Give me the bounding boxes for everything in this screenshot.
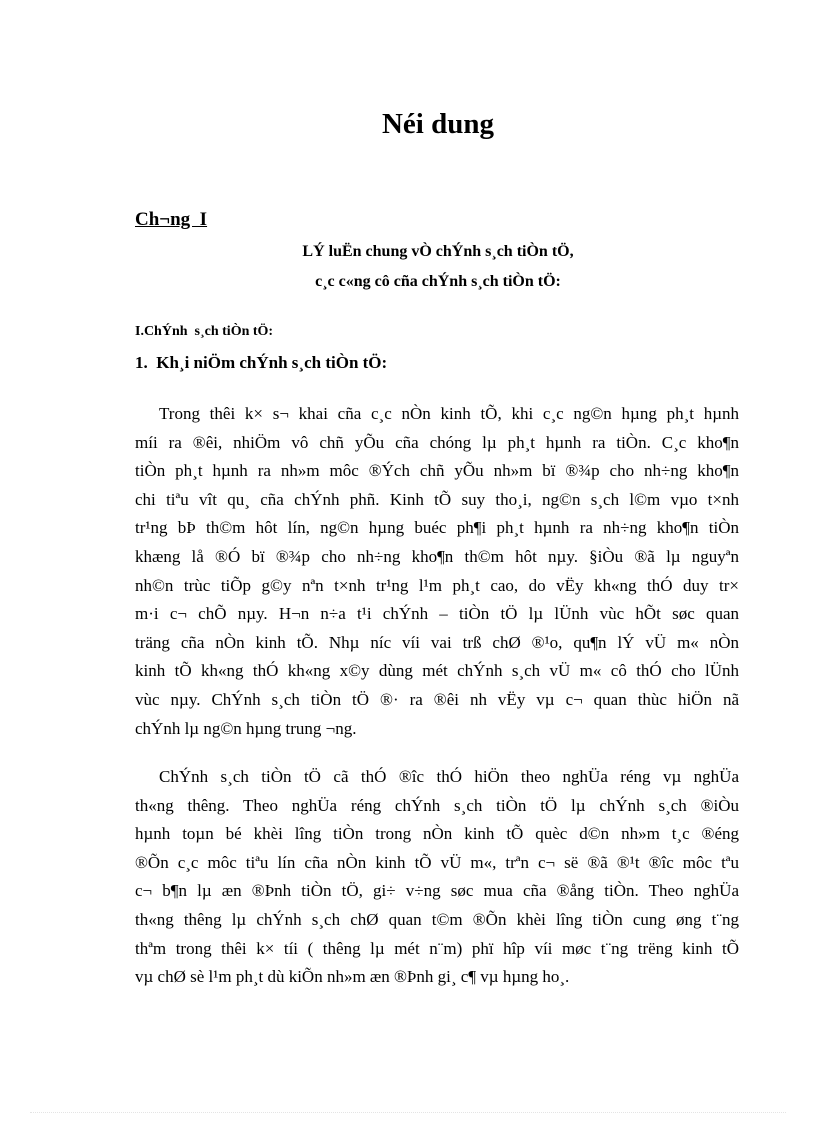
paragraph-line: kinh tÕ kh«ng thÓ kh«ng x©y dùng mét chÝnh s¸ch vÜ m« cô thÓ cho lÜnh	[135, 661, 739, 681]
paragraph-line: ChÝnh s¸ch tiÒn tÖ cã thÓ ®îc thÓ hiÖn theo nghÜa réng vµ nghÜa	[159, 767, 739, 786]
paragraph-line: vµ chØ sè l¹m ph¸t dù kiÕn nh»m æn ®Þnh gi¸ c¶ vµ hµng ho¸.	[135, 967, 570, 987]
paragraph-line: ®Õn c¸c môc tiªu lín cña nÒn kinh tÕ vÜ m«, trªn c¬ së ®ã ®¹t ®îc môc tªu	[135, 852, 739, 872]
paragraph-line: tiÒn ph¸t hµnh ra nh»m môc ®Ých chñ yÕu nh»m bï ®¾p cho nh÷ng kho¶n	[135, 461, 739, 481]
paragraph-line: chi tiªu vît qu¸ cña chÝnh phñ. Kinh tÕ suy tho¸i, ng©n s¸ch l©m vµo t×nh	[135, 489, 739, 509]
paragraph-line: träng cña nÒn kinh tÕ. Nhµ níc víi vai trß chØ ®¹o, qu¶n lÝ vÜ m« nÒn	[135, 632, 739, 652]
subsection-heading: 1. Kh¸i niÖm chÝnh s¸ch tiÒn tÖ:	[135, 353, 388, 372]
paragraph-line: míi ra ®êi, nhiÖm vô chñ yÕu cña chóng lµ ph¸t hµnh ra tiÒn. C¸c kho¶n	[135, 432, 739, 452]
paragraph-line: th«ng thêng. Theo nghÜa réng chÝnh s¸ch tiÒn tÖ lµ chÝnh s¸ch ®iÒu	[135, 795, 739, 815]
paragraph-line: khæng lå ®Ó bï ®¾p cho nh÷ng kho¶n th©m hôt nµy. §iÒu ®ã lµ nguyªn	[135, 546, 739, 566]
paragraph-1	[135, 400, 739, 743]
paragraph-line: chÝnh lµ ng©n hµng trung ¬ng.	[135, 718, 357, 738]
paragraph-line: nh©n trùc tiÕp g©y nªn t×nh tr¹ng l¹m ph¸t cao, do vËy kh«ng thÓ duy tr×	[135, 575, 739, 595]
paragraph-line: tr¹ng bÞ th©m hôt lín, ng©n hµng buéc ph¶i ph¸t hµnh ra nh÷ng kho¶n tiÒn	[135, 518, 739, 538]
paragraph-line: hµnh toµn bé khèi lîng tiÒn trong nÒn kinh tÕ quèc d©n nh»m t¸c ®éng	[135, 824, 739, 844]
chapter-subtitle-line-2: c¸c c«ng cô cña chÝnh s¸ch tiÒn tÖ:	[315, 273, 561, 290]
chapter-heading: Ch¬ng I	[135, 209, 208, 230]
paragraph-line: Trong thêi k× s¬ khai cña c¸c nÒn kinh tÕ, khi c¸c ng©n hµng ph¸t hµnh	[159, 404, 739, 423]
paragraph-line: c¬ b¶n lµ æn ®Þnh tiÒn tÖ, gi÷ v÷ng søc mua cña ®ång tiÒn. Theo nghÜa	[135, 881, 739, 901]
section-label: I.ChÝnh s¸ch tiÒn tÖ:	[135, 324, 274, 339]
paragraph-line: th«ng thêng lµ chÝnh s¸ch chØ quan t©m ®Õn khèi lîng tiÒn cung øng t¨ng	[135, 909, 739, 929]
paragraph-line: vùc nµy. ChÝnh s¸ch tiÒn tÖ ®· ra ®êi nh vËy vµ c¬ quan thùc hiÖn nã	[135, 689, 739, 709]
paragraph-line: m·i c¬ chÕ nµy. H¬n n÷a t¹i chÝnh – tiÒn tÖ lµ lÜnh vùc hÕt søc quan	[135, 604, 739, 624]
paragraph-2	[135, 763, 739, 992]
chapter-subtitle-line-1: LÝ luËn chung vÒ chÝnh s¸ch tiÒn tÖ,	[302, 243, 574, 260]
paragraph-line: thªm trong thêi k× tíi ( thêng lµ mét n¨m) phï hîp víi møc t¨ng trëng kinh tÕ	[135, 938, 739, 958]
page-title: Néi dung	[381, 108, 494, 140]
page-bottom-divider	[30, 1112, 786, 1113]
